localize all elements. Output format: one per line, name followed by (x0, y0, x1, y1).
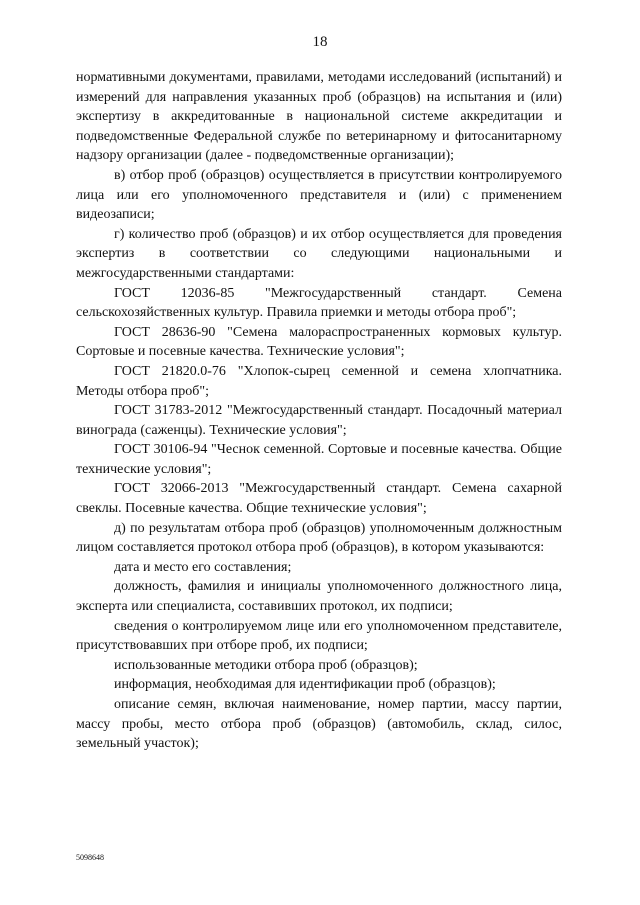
paragraph: ГОСТ 30106-94 "Чеснок семенной. Сортовые и посевные качества. Общие технические условия"; (76, 442, 562, 477)
paragraph: г) количество проб (образцов) и их отбор осуществляется для проведения экспертиз в соответствии со следующими национальными и межгосударственными стандартами: (76, 226, 562, 281)
paragraph: должность, фамилия и инициалы уполномоченного должностного лица, эксперта или специалиста, составивших протокол, их подписи; (76, 579, 562, 615)
paragraph: информация, необходимая для идентификации проб (образцов); (114, 677, 496, 693)
page-number: 18 (312, 34, 328, 50)
paragraph: дата и место его составления; (114, 559, 292, 575)
document-body (76, 68, 562, 754)
paragraph: ГОСТ 28636-90 "Семена малораспространенных кормовых культур. Сортовые и посевные качества. Технические условия"; (76, 324, 562, 360)
paragraph: ГОСТ 31783-2012 "Межгосударственный стандарт. Посадочный материал винограда (саженцы). Технические условия"; (76, 403, 562, 438)
paragraph: нормативными документами, правилами, методами исследований (испытаний) и измерений для направления указанных проб (образцов) на испытания и (или) экспертизу в аккредитованные в национальной системе аккредитации и подведомственные Федеральной службе по ветеринарному и фитосанитарному надзору организации (далее - подведомственные организации); (76, 70, 562, 164)
paragraph: описание семян, включая наименование, номер партии, массу партии, массу пробы, место отбора проб (образцов) (автомобиль, склад, силос, земельный участок); (76, 697, 562, 752)
paragraph: в) отбор проб (образцов) осуществляется в присутствии контролируемого лица или его уполномоченного представителя и (или) с применением видеозаписи; (76, 167, 562, 223)
document-id: 5098648 (76, 853, 104, 862)
paragraph: д) по результатам отбора проб (образцов) уполномоченным должностным лицом составляется протокол отбора проб (образцов), в котором указываются: (76, 520, 562, 556)
paragraph: сведения о контролируемом лице или его уполномоченном представителе, присутствовавших при отборе проб, их подписи; (76, 618, 562, 654)
paragraph: ГОСТ 32066-2013 "Межгосударственный стандарт. Семена сахарной свеклы. Посевные качества. Общие технические условия"; (76, 481, 562, 517)
paragraph: использованные методики отбора проб (образцов); (114, 657, 418, 673)
paragraph: ГОСТ 21820.0-76 "Хлопок-сырец семенной и семена хлопчатника. Методы отбора проб"; (76, 363, 562, 399)
paragraph: ГОСТ 12036-85 "Межгосударственный стандарт. Семена сельскохозяйственных культур. Правила приемки и методы отбора проб"; (76, 285, 562, 321)
